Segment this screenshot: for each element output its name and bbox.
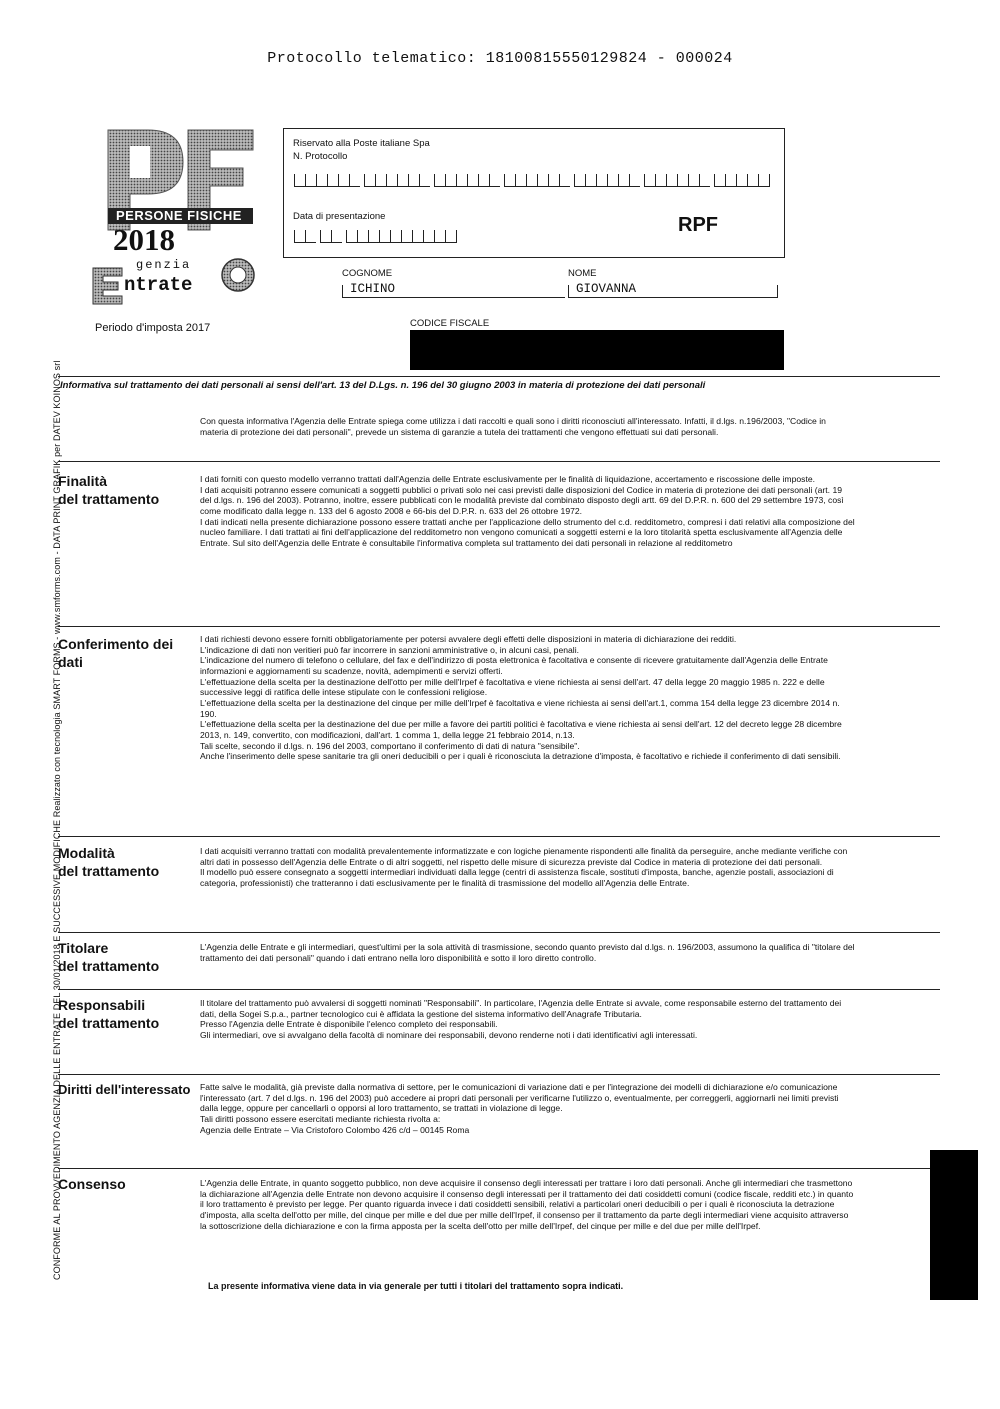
protocollo-digit-boxes [294, 174, 770, 187]
section-body-modalita: I dati acquisiti verranno trattati con modalità prevalentemente informatizzate e con logiche pienamente rispondenti alle finalità da perseguire, anche mediante verifiche con altri dati in possesso dell'Agenzia delle Entrate o di altri soggetti, nel rispetto delle misure di sicurezza previste dal Codice in materia di protezione dei dati personali. Il modello può essere consegnato a soggetti intermediari individuati dalla legge (centri di assistenza fiscale, sostituti d'imposta, banche, agenzie postali, associazioni di categoria, professionisti) che tratteranno i dati esclusivamente per le finalità di trasmissione del modello all'Agenzia delle Entrate. [200, 846, 848, 888]
section-body-responsabili: Il titolare del trattamento può avvalersi di soggetti nominati "Responsabili". In particolare, l'Agenzia delle Entrate si avvale, come responsabile esterno del trattamento dei dati, della Sogei S.p.a., partner tecnologico cui è affidata la gestione del sistema informativo dell'Anagrafe Tributaria. Presso l'Agenzia delle Entrate è disponibile l'elenco completo dei responsabili. Gli intermediari, ove si avvalgano della facoltà di nominare dei responsabili, devono renderne noti i dati identificativi agli interessati. [200, 998, 842, 1040]
section-title-titolare: Titolare del trattamento [58, 940, 160, 974]
section-body-finalita: I dati forniti con questo modello verranno trattati dall'Agenzia delle Entrate esclusivamente per le finalità di liquidazione, accertamento e riscossione delle imposte. I dati acquisiti potranno essere comunicati a soggetti pubblici o privati solo nei casi previsti dalle disposizioni del Codice in materia di protezione dei dati personali (art. 19 del d.lgs. n. 196 del 2003). Potranno, inoltre, essere pubblicati con le modalità previste dal combinato disposto degli artt. 69 del D.P.R. n. 600 del 29 settembre 1973, così come modificato dalla legge n. 133 del 6 agosto 2008 e 66-bis del D.P.R. n. 633 del 26 ottobre 1972. I dati indicati nella presente dichiarazione possono essere trattati anche per l'applicazione dello strumento del c.d. redditometro, compresi i dati relativi alla composizione del nucleo familiare. I dati trattati ai fini dell'applicazione del redditometro non vengono comunicati a soggetti esterni e la loro titolarità spetta esclusivamente all'Agenzia delle Entrate. Sul sito dell'Agenzia delle Entrate è consultabile l'informativa completa sul trattamento dei dati personali in relazione al redditometro [200, 474, 855, 548]
data-digit-boxes [294, 230, 457, 243]
agenzia-entrate-logo [88, 120, 263, 310]
section-title-modalita: Modalità del trattamento [58, 845, 160, 879]
logo-agency-top: genzia [136, 258, 192, 272]
section-divider [58, 932, 940, 933]
side-vertical-text: CONFORME AL PROVVEDIMENTO AGENZIA DELLE ENTRATE DEL 30/01/2018 E SUCCESSIVE MODIFICHE Realizzato con tecnologia SMART FORMS - www.smforms.com - DATA PRINT GRAFIK per DATEV KOINOS srl [52, 360, 62, 1280]
section-title-responsabili: Responsabili del trattamento [58, 997, 160, 1031]
section-divider [58, 626, 940, 627]
section-body-consenso: L'Agenzia delle Entrate, in quanto soggetto pubblico, non deve acquisire il consenso degli interessati per trattare i loro dati personali. Anche gli intermediari che trasmettono la dichiarazione all'Agenzia delle Entrate non devono acquisire il consenso degli interessati per il trattamento dei dati cosiddetti comuni (codice fiscale, redditi etc.) in quanto il loro trattamento è previsto per legge. Per quanto riguarda invece i dati cosiddetti sensibili, relativi a particolari oneri deducibili o per i quali è riconosciuta la detrazione d'imposta, alla scelta dell'otto per mille, del cinque per mille e del due per mille dell'Irpef, il consenso per il trattamento da parte degli intermediari viene acquisito attraverso la sottoscrizione della dichiarazione e con la firma apposta per la scelta dell'otto per mille dell'Irpef, del cinque per mille e del due per mille dell'Irpef. [200, 1178, 854, 1231]
section-title-conferimento: Conferimento dei dati [58, 636, 174, 670]
section-title-finalita: Finalità del trattamento [58, 473, 160, 507]
cognome-label: COGNOME [342, 268, 393, 279]
nome-value: GIOVANNA [576, 282, 637, 296]
logo-year: 2018 [113, 222, 175, 257]
cognome-value: ICHINO [350, 282, 396, 296]
informativa-heading: Informativa sul trattamento dei dati personali ai sensi dell'art. 13 del D.Lgs. n. 196 del 30 giugno 2003 in materia di protezione dei dati personali [60, 380, 706, 391]
section-body-conferimento: I dati richiesti devono essere forniti obbligatoriamente per potersi avvalere degli effetti delle disposizioni in materia di dichiarazione dei redditi. L'indicazione di dati non veritieri può far incorrere in sanzioni amministrative o, in alcuni casi, penali. L'indicazione del numero di telefono o cellulare, del fax e dell'indirizzo di posta elettronica è facoltativa e consente di ricevere gratuitamente dall'Agenzia delle Entrate informazioni e aggiornamenti su scadenze, novità, adempimenti e servizi offerti. L'effettuazione della scelta per la destinazione dell'otto per mille dell'Irpef è facoltativa e viene richiesta ai sensi dell'art. 47 della legge 20 maggio 1985 n. 222 e delle successive leggi di ratifica delle intese stipulate con le confessioni religiose. L'effettuazione della scelta per la destinazione del cinque per mille dell'Irpef è facoltativa e viene richiesta ai sensi dell'art.1, comma 154 della legge 23 dicembre 2014 n. 190. L'effettuazione della scelta per la destinazione del due per mille a favore dei partiti politici è facoltativa e viene richiesta ai sensi dell'art. 12 del decreto legge 28 dicembre 2013, n. 149, convertito, con modificazioni, dall'art. 1 comma 1, della legge 21 febbraio 2014, n.13. Tali scelte, secondo il d.lgs. n. 196 del 2003, comportano il conferimento di dati di natura "sensibile". Anche l'inserimento delle spese sanitarie tra gli oneri deducibili o per i quali è riconosciuta la detrazione d'imposta, è facoltativo e richiede il conferimento di dati sensibili. [200, 634, 842, 762]
poste-reserved-box [283, 128, 785, 258]
section-divider [58, 989, 940, 990]
codice-fiscale-label: CODICE FISCALE [410, 318, 490, 329]
poste-riservato: Riservato alla Poste italiane Spa [293, 138, 430, 149]
logo-title: PERSONE FISICHE [116, 208, 242, 223]
section-title-consenso: Consenso [58, 1176, 126, 1192]
protocollo-label: N. Protocollo [293, 151, 348, 162]
nome-label: NOME [568, 268, 597, 279]
scan-black-bar [930, 1150, 978, 1300]
informativa-intro: Con questa informativa l'Agenzia delle Entrate spiega come utilizza i dati raccolti e quali sono i diritti riconosciuti all'interessato. Infatti, il d.lgs. n.196/2003, "Codice in materia di protezione dei dati personali", prevede un sistema di garanzie a tutela dei trattamenti che vengono effettuati sui dati personali. [200, 416, 826, 437]
section-body-diritti: Fatte salve le modalità, già previste dalla normativa di settore, per le comunicazioni di variazione dati e per l'integrazione dei modelli di dichiarazione e/o comunicazione l'interessato (art. 7 del d.lgs. n. 196 del 2003) può accedere ai propri dati personali per verificarne l'utilizzo o, eventualmente, per correggerli, aggiornarli nei limiti previsti dalla legge, oppure per cancellarli o opporsi al loro trattamento, se trattati in violazione di legge. Tali diritti possono essere esercitati mediante richiesta rivolta a: Agenzia delle Entrate – Via Cristoforo Colombo 426 c/d – 00145 Roma [200, 1082, 839, 1135]
header-divider [58, 376, 940, 377]
periodo-imposta: Periodo d'imposta 2017 [95, 322, 211, 334]
final-note: La presente informativa viene data in via generale per tutti i titolari del trattamento sopra indicati. [208, 1281, 624, 1291]
section-divider [58, 836, 940, 837]
protocollo-telematico: Protocollo telematico: 18100815550129824 - 000024 [267, 50, 733, 67]
logo-agency-bottom: ntrate [124, 274, 193, 296]
section-divider [58, 1168, 940, 1169]
data-presentazione-label: Data di presentazione [293, 211, 386, 222]
codice-fiscale-redacted [410, 330, 784, 370]
section-divider [58, 461, 940, 462]
section-divider [58, 1074, 940, 1075]
section-title-diritti: Diritti dell'interessato [58, 1082, 191, 1097]
model-code: RPF [678, 214, 718, 236]
section-body-titolare: L'Agenzia delle Entrate e gli intermediari, quest'ultimi per la sola attività di trasmissione, secondo quanto previsto dal d.lgs. n. 196/2003, assumono la qualifica di "titolare del trattamento dei dati personali" quando i dati entrano nella loro disponibilità e sotto il loro diretto controllo. [200, 942, 855, 963]
